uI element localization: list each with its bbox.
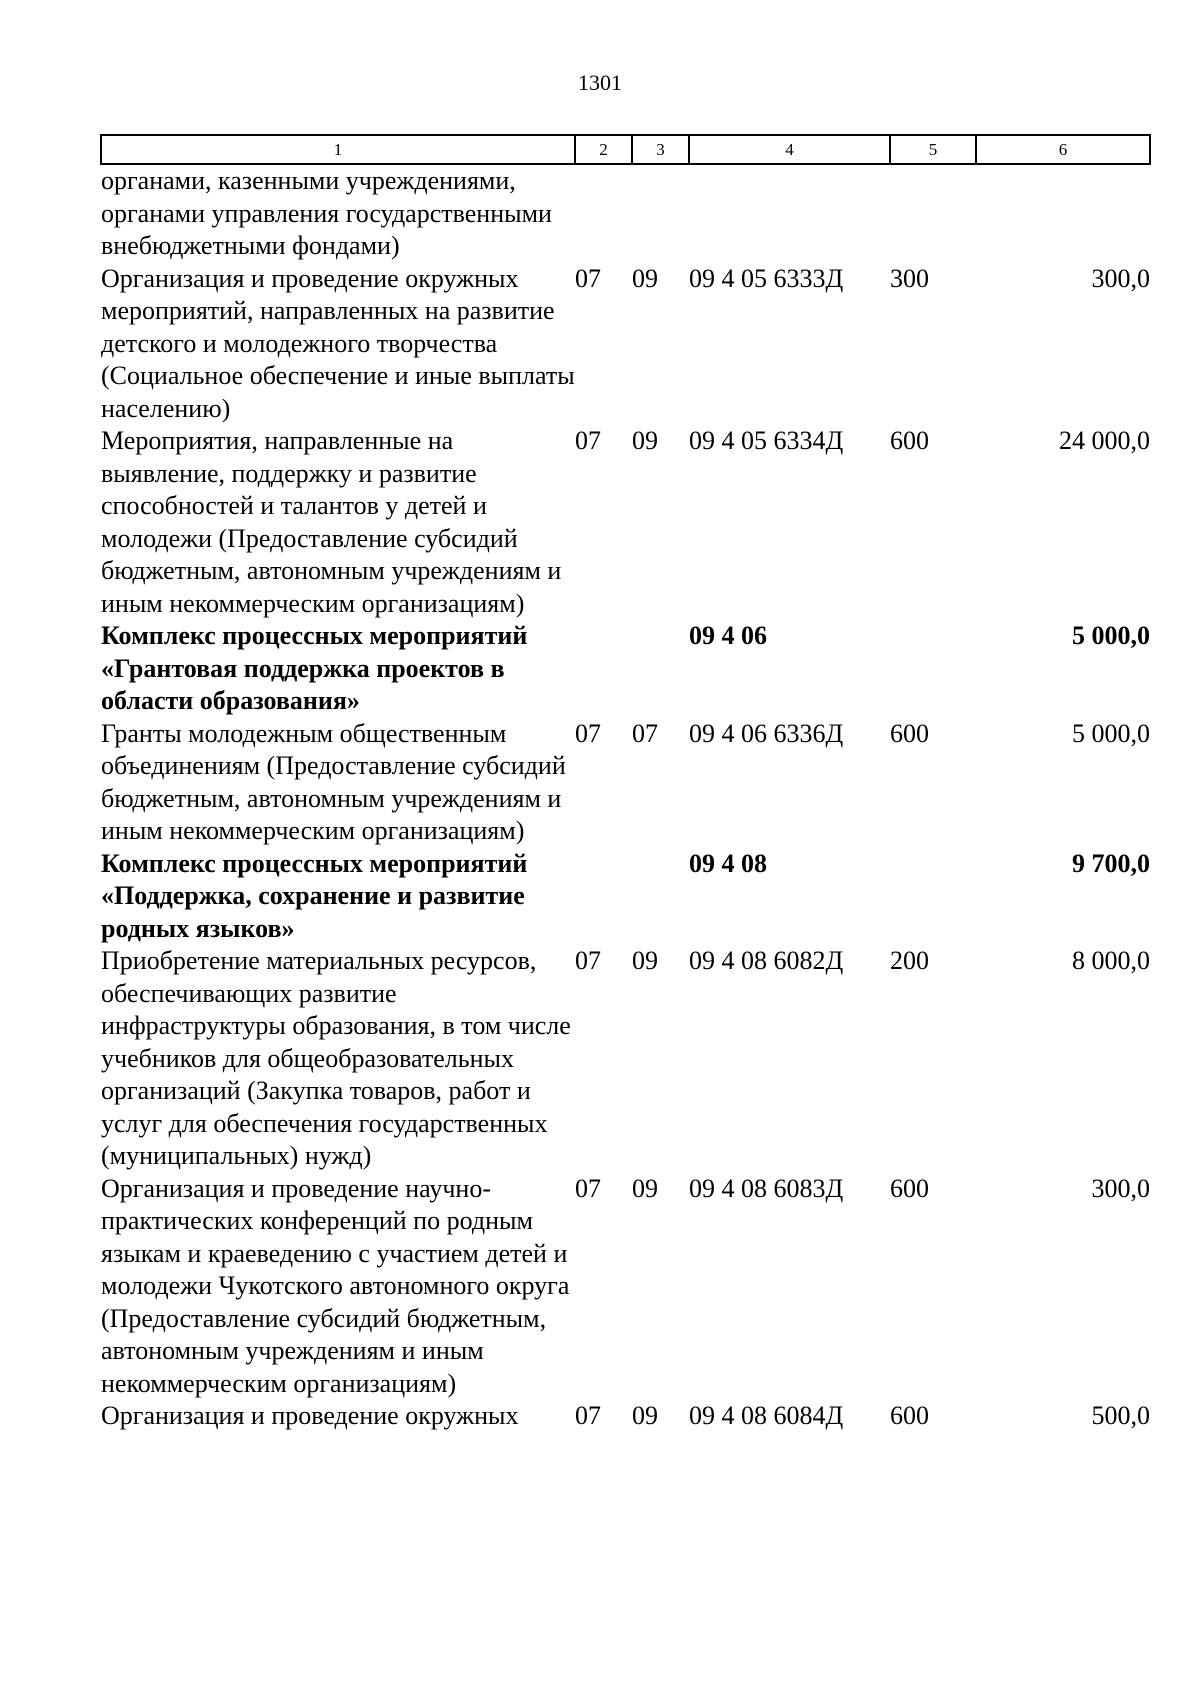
row-name: Организация и проведение окружных мероприятий, направленных на развитие детского и молодежного творчества (Социальное обеспечение и иные выплаты населению) — [101, 263, 575, 423]
row-target-article: 09 4 08 — [689, 848, 767, 878]
row-expense-type: 600 — [890, 718, 929, 748]
table-row — [101, 945, 1150, 1173]
page-number: 1301 — [578, 70, 622, 95]
row-expense-type — [890, 620, 976, 718]
table-row — [101, 1400, 1150, 1433]
row-name: Организация и проведение окружных — [101, 1401, 519, 1430]
row-target-article: 09 4 06 6336Д — [689, 718, 844, 748]
row-name: Комплекс процессных мероприятий «Поддержка, сохранение и развитие родных языков» — [101, 848, 528, 943]
row-amount: 5 000,0 — [1072, 718, 1150, 748]
row-section: 07 — [575, 1173, 601, 1203]
table-body — [101, 164, 1150, 1433]
row-expense-type — [890, 848, 976, 946]
header-col-4: 4 — [689, 135, 890, 164]
row-expense-type: 600 — [890, 1401, 929, 1430]
row-subsection: 09 — [632, 1401, 658, 1430]
row-name: органами, казенными учреждениями, органами управления государственными внебюджетными фондами) — [101, 166, 552, 260]
row-amount: 500,0 — [1091, 1401, 1150, 1430]
row-section: 07 — [575, 263, 601, 293]
row-section: 07 — [575, 718, 601, 748]
row-section: 07 — [575, 426, 601, 455]
row-subsection — [632, 164, 689, 263]
row-section: 07 — [575, 1401, 601, 1430]
row-name: Приобретение материальных ресурсов, обеспечивающих развитие инфраструктуры образования, в том числе учебников для общеобразовательных организаций (Закупка товаров, работ и услуг для обеспечения государственных (муниципальных) нужд) — [101, 946, 571, 1170]
table-row — [101, 263, 1150, 426]
row-target-article: 09 4 08 6084Д — [689, 1401, 844, 1430]
row-target-article: 09 4 05 6334Д — [689, 426, 844, 455]
row-expense-type: 300 — [890, 263, 929, 293]
row-expense-type: 600 — [890, 426, 929, 455]
header-col-5: 5 — [890, 135, 976, 164]
row-subsection: 09 — [632, 263, 658, 293]
header-col-3: 3 — [632, 135, 689, 164]
row-amount: 300,0 — [1091, 1173, 1150, 1203]
table-row — [101, 425, 1150, 620]
row-expense-type: 200 — [890, 946, 929, 975]
table-row — [101, 848, 1150, 946]
header-col-1: 1 — [101, 135, 575, 164]
row-subsection — [632, 848, 689, 946]
row-name: Мероприятия, направленные на выявление, поддержку и развитие способностей и талантов у детей и молодежи (Предоставление субсидий бюджетным, автономным учреждениям и иным некоммерческим организациям) — [101, 426, 562, 618]
budget-table — [100, 134, 1151, 1433]
row-name: Комплекс процессных мероприятий «Грантовая поддержка проектов в области образования» — [101, 621, 528, 715]
row-target-article: 09 4 05 6333Д — [689, 263, 844, 293]
row-expense-type: 600 — [890, 1173, 929, 1203]
table-header-row — [101, 135, 1150, 164]
row-section: 07 — [575, 946, 601, 975]
row-amount: 5 000,0 — [1072, 621, 1150, 650]
row-amount: 9 700,0 — [1072, 848, 1150, 878]
row-target-article — [689, 164, 890, 263]
row-subsection: 09 — [632, 426, 658, 455]
row-section — [575, 620, 632, 718]
row-section — [575, 164, 632, 263]
row-amount: 8 000,0 — [1072, 946, 1150, 975]
row-subsection: 09 — [632, 946, 658, 975]
table-row — [101, 164, 1150, 263]
row-section — [575, 848, 632, 946]
row-amount: 300,0 — [1091, 263, 1150, 293]
row-target-article: 09 4 08 6083Д — [689, 1173, 844, 1203]
row-subsection: 07 — [632, 718, 658, 748]
row-subsection: 09 — [632, 1173, 658, 1203]
row-name: Гранты молодежным общественным объединениям (Предоставление субсидий бюджетным, автономным учреждениям и иным некоммерческим организациям) — [101, 718, 566, 845]
row-name: Организация и проведение научно-практических конференций по родным языкам и краеведению с участием детей и молодежи Чукотского автономного округа (Предоставление субсидий бюджетным, автономным учреждениям и иным некоммерческим организациям) — [101, 1173, 570, 1398]
row-amount: 24 000,0 — [1059, 426, 1150, 455]
header-col-6: 6 — [976, 135, 1150, 164]
row-amount — [976, 164, 1150, 263]
row-expense-type — [890, 164, 976, 263]
row-target-article: 09 4 06 — [689, 621, 767, 650]
table-row — [101, 718, 1150, 848]
row-subsection — [632, 620, 689, 718]
table-row — [101, 1173, 1150, 1401]
row-target-article: 09 4 08 6082Д — [689, 946, 844, 975]
header-col-2: 2 — [575, 135, 632, 164]
table-row — [101, 620, 1150, 718]
